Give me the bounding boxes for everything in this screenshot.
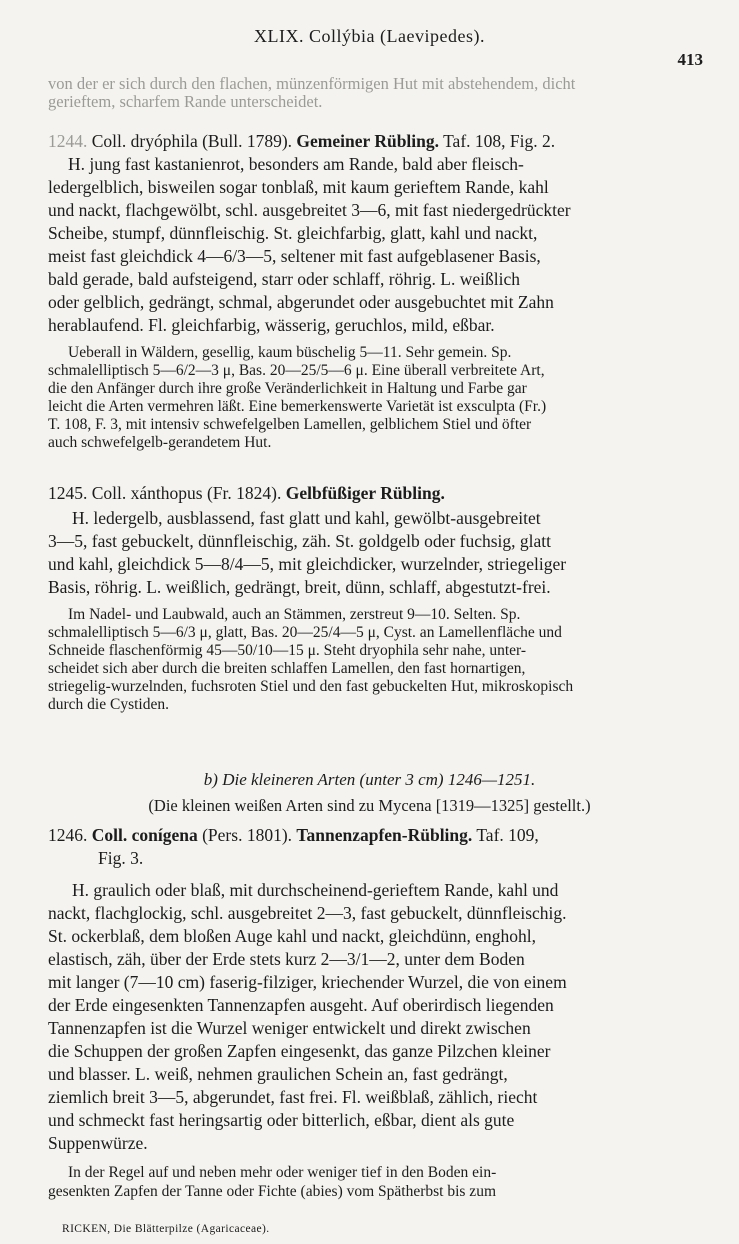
species-author: (Bull. 1789).: [202, 131, 293, 151]
description-line: und blasser. L. weiß, nehmen graulichen Schein an, fast gedrängt,: [48, 1064, 508, 1084]
description-line: Suppenwürze.: [48, 1133, 148, 1153]
description-line: St. ockerblaß, dem bloßen Auge kahl und nackt, gleichdünn, enghohl,: [48, 926, 536, 946]
plate-ref: Taf. 109,: [476, 825, 539, 845]
description-line: ziemlich breit 3—5, abgerundet, fast frei. Fl. weißblaß, zählich, riecht: [48, 1087, 538, 1107]
entry-number: 1245.: [48, 483, 88, 503]
description-line: elastisch, zäh, über der Erde stets kurz 2—3/1—2, unter dem Boden: [48, 949, 525, 969]
species-name: Coll. dryóphila: [91, 131, 198, 151]
description-line: und kahl, gleichdick 5—8/4—5, mit gleichdicker, wurzelnder, striegeliger: [48, 554, 567, 574]
entry-1245-heading: [48, 483, 445, 504]
entry-number: 1244.: [48, 131, 88, 151]
note-line: leicht die Arten vermehren läßt. Eine bemerkenswerte Varietät ist exsculpta (Fr.): [48, 398, 547, 415]
species-author: (Pers. 1801).: [202, 825, 293, 845]
description-line: meist fast gleichdick 4—6/3—5, seltener mit fast aufgeblasener Basis,: [48, 246, 541, 266]
note-line: In der Regel auf und neben mehr oder weniger tief in den Boden ein-: [68, 1164, 497, 1181]
description-line: ledergelblich, bisweilen sogar tonblaß, mit kaum gerieftem Rande, kahl: [48, 177, 549, 197]
entry-1244-heading: [48, 131, 555, 152]
description-line: die Schuppen der großen Zapfen eingesenkt, das ganze Pilzchen kleiner: [48, 1041, 551, 1061]
description-line: mit langer (7—10 cm) faserig-filziger, kriechender Wurzel, die von einem: [48, 972, 567, 992]
plate-ref: Taf. 108, Fig. 2.: [443, 131, 556, 151]
intro-line: von der er sich durch den flachen, münzenförmigen Hut mit abstehendem, dicht: [48, 74, 576, 93]
description-line: und nackt, flachgewölbt, schl. ausgebreitet 3—6, mit fast niedergedrückter: [48, 200, 571, 220]
description-line: 3—5, fast gebuckelt, dünnfleischig, zäh. St. goldgelb oder fuchsig, glatt: [48, 531, 552, 551]
note-line: durch die Cystiden.: [48, 696, 169, 713]
intro-line: gerieftem, scharfem Rande unterscheidet.: [48, 92, 323, 111]
note-line: auch schwefelgelb-gerandetem Hut.: [48, 434, 272, 451]
description-line: H. graulich oder blaß, mit durchscheinend-gerieftem Rande, kahl und: [72, 880, 559, 900]
note-line: die den Anfänger durch ihre große Veränderlichkeit in Haltung und Farbe gar: [48, 380, 527, 397]
species-name: Coll. conígena: [91, 825, 198, 845]
page-number: 413: [677, 50, 703, 69]
description-line: herablaufend. Fl. gleichfarbig, wässerig, geruchlos, mild, eßbar.: [48, 315, 495, 335]
section-heading: b) Die kleineren Arten (unter 3 cm) 1246—1251.: [203, 770, 536, 789]
section-note: (Die kleinen weißen Arten sind zu Mycena [1319—1325] gestellt.): [148, 796, 591, 815]
description-line: oder gelblich, gedrängt, schmal, abgerundet oder ausgebuchtet mit Zahn: [48, 292, 554, 312]
note-line: schmalelliptisch 5—6/2—3 μ, Bas. 20—25/5—6 μ. Eine überall verbreitete Art,: [48, 362, 545, 379]
german-name: Gelbfüßiger Rübling.: [285, 483, 445, 503]
note-line: schmalelliptisch 5—6/3 μ, glatt, Bas. 20—25/4—5 μ, Cyst. an Lamellenfläche und: [48, 624, 562, 641]
description-line: bald gerade, bald aufsteigend, starr oder schlaff, röhrig. L. weißlich: [48, 269, 521, 289]
note-line: scheidet sich aber durch die breiten schlaffen Lamellen, den fast hornartigen,: [48, 660, 526, 677]
description-line: Scheibe, stumpf, dünnfleischig. St. gleichfarbig, glatt, kahl und nackt,: [48, 223, 538, 243]
species-name: Coll. xánthopus: [91, 483, 203, 503]
note-line: striegelig-wurzelnden, fuchsroten Stiel und den fast gebuckelten Hut, mikroskopisch: [48, 678, 574, 695]
note-line: Im Nadel- und Laubwald, auch an Stämmen, zerstreut 9—10. Selten. Sp.: [68, 606, 521, 623]
species-author: (Fr. 1824).: [206, 483, 282, 503]
description-line: H. ledergelb, ausblassend, fast glatt und kahl, gewölbt-ausgebreitet: [72, 508, 541, 528]
description-line: Basis, röhrig. L. weißlich, gedrängt, breit, dünn, schlaff, abgestutzt-frei.: [48, 577, 551, 597]
description-line: Tannenzapfen ist die Wurzel weniger entwickelt und direkt zwischen: [48, 1018, 531, 1038]
entry-number: 1246.: [48, 825, 88, 845]
description-line: und schmeckt fast heringsartig oder bitterlich, eßbar, dient als gute: [48, 1110, 515, 1130]
page-footer: RICKEN, Die Blätterpilze (Agaricaceae).: [62, 1223, 270, 1235]
description-line: nackt, flachglockig, schl. ausgebreitet 2—3, fast gebuckelt, dünnfleischig.: [48, 903, 567, 923]
plate-ref-cont: Fig. 3.: [98, 848, 144, 868]
german-name: Gemeiner Rübling.: [296, 131, 440, 151]
description-line: H. jung fast kastanienrot, besonders am Rande, bald aber fleisch-: [68, 154, 524, 174]
entry-1246-heading: [48, 825, 539, 846]
note-line: gesenkten Zapfen der Tanne oder Fichte (abies) vom Spätherbst bis zum: [48, 1183, 496, 1200]
note-line: T. 108, F. 3, mit intensiv schwefelgelben Lamellen, gelblichem Stiel und öfter: [48, 416, 532, 433]
german-name: Tannenzapfen-Rübling.: [296, 825, 473, 845]
note-line: Schneide flaschenförmig 45—50/10—15 μ. Steht dryophila sehr nahe, unter-: [48, 642, 527, 659]
note-line: Ueberall in Wäldern, gesellig, kaum büschelig 5—11. Sehr gemein. Sp.: [68, 344, 512, 361]
description-line: der Erde eingesenkten Tannenzapfen ausgeht. Auf oberirdisch liegenden: [48, 995, 554, 1015]
running-head: XLIX. Collýbia (Laevipedes).: [254, 26, 485, 46]
